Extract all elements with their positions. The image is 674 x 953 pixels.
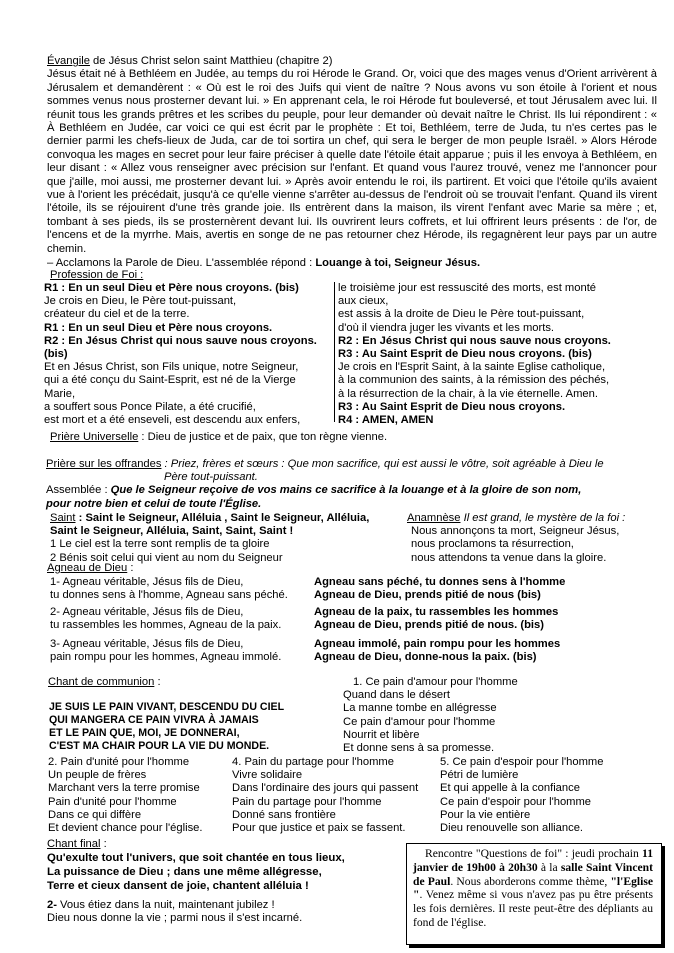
offerings-response-1: Que le Seigneur reçoive de vos mains ce sacrifice à la louange et à la gloire de son nom, <box>110 484 582 497</box>
anamnesis-title: Anamnèse <box>407 512 461 524</box>
credo-right-line: R3 : Au Saint Esprit de Dieu nous croyons. (bis) <box>338 348 592 361</box>
cv1-l4: Ce pain d'amour pour l'homme <box>343 715 496 728</box>
credo-left-line: R1 : En un seul Dieu et Père nous croyons. (bis) <box>44 282 299 294</box>
sanctus-line-4: 2 Bénis soit celui qui vient au nom du Seigneur <box>50 551 283 564</box>
cv2-l6: Et devient chance pour l'église. <box>48 822 203 835</box>
gospel-section <box>47 55 657 271</box>
sanctus-line-3: 1 Le ciel est la terre sont remplis de ta gloire <box>50 538 270 551</box>
announce-theme: "l'Eglise " <box>413 874 653 902</box>
final-verse-1: Vous étiez dans la nuit, maintenant jubilez ! <box>56 899 275 911</box>
cv2-l4: Pain d'unité pour l'homme <box>48 795 177 808</box>
offerings-response-2: pour notre bien et celui de toute l'Église. <box>46 497 262 510</box>
credo-right-line: à la communion des saints, à la rémission des péchés, <box>338 374 610 387</box>
credo-right-column <box>338 282 658 427</box>
sanctus-title: Saint <box>50 512 76 524</box>
cv1-l3: La manne tombe en allégresse <box>343 702 497 715</box>
universal-prayer-text: : Dieu de justice et de paix, que ton règne vienne. <box>138 431 388 443</box>
announce-p2: à la <box>537 860 561 874</box>
cv2-l2: Un peuple de frères <box>48 769 147 782</box>
communion-refrain <box>49 701 284 753</box>
communion-refrain-1: JE SUIS LE PAIN VIVANT, DESCENDU DU CIEL <box>49 701 285 713</box>
communion-refrain-3: ET LE PAIN QUE, MOI, JE DONNERAI, <box>49 727 240 739</box>
cv2-l1: 2. Pain d'unité pour l'homme <box>48 756 190 768</box>
credo-left-line: Je crois en Dieu, le Père tout-puissant, <box>44 295 237 308</box>
cv4-l4: Pain du partage pour l'homme <box>232 795 382 808</box>
anamnesis-line-2: nous proclamons ta résurrection, <box>411 538 574 551</box>
credo-right-line: le troisième jour est ressuscité des morts, est monté <box>338 282 597 294</box>
agnus-v2-r2: Agneau de Dieu, prends pitié de nous. (bis) <box>314 619 544 632</box>
credo-left-line: a souffert sous Ponce Pilate, a été crucifié, <box>44 400 256 413</box>
credo-title: Profession de Foi : <box>50 269 144 281</box>
cv1-l5: Nourrit et libère <box>343 728 420 741</box>
communion-refrain-4: C'EST MA CHAIR POUR LA VIE DU MONDE. <box>49 740 270 752</box>
announcement-text <box>413 847 653 930</box>
offerings-title: Prière sur les offrandes <box>46 458 162 470</box>
universal-prayer-title: Prière Universelle <box>50 431 139 443</box>
cv5-l5: Pour la vie entière <box>440 808 531 821</box>
communion-title: Chant de communion <box>48 676 155 688</box>
agnus-title: Agneau de Dieu <box>47 562 128 574</box>
credo-right-line: R3 : Au Saint Esprit de Dieu nous croyons. <box>338 400 566 413</box>
communion-heading <box>48 676 161 689</box>
agnus-v3-r2: Agneau de Dieu, donne-nous la paix. (bis) <box>314 651 537 664</box>
final-colon: : <box>100 838 107 850</box>
agnus-v1-r2: Agneau de Dieu, prends pitié de nous (bis) <box>314 589 541 602</box>
anamnesis-line-3: nous attendons ta venue dans la gloire. <box>411 551 607 564</box>
communion-verse-1 <box>343 676 518 755</box>
agnus-colon: : <box>127 562 134 574</box>
sanctus-line-2: Saint le Seigneur, Alléluia, Saint, Saint, Saint ! <box>50 525 294 538</box>
gospel-text: Jésus était né à Bethléem en Judée, au temps du roi Hérode le Grand. Or, voici que des mages venus d'Orient arrivèrent à Jérusalem et demandèrent : « Où est le roi des Juifs qui vient de naître ? Nous avons vu son étoile à l'orient et nous sommes venus nous prosterner devant lui. » En apprenant cela, le roi Hérode fut bouleversé, et tout Jérusalem avec lui. Il réunit tous les grands prêtres et les scribes du peuple, pour leur demander où devait naître le Christ. Ils lui répondirent : « À Bethléem en Judée, car voici ce qui est écrit par le prophète : Et toi, Bethléem, terre de Juda, tu n'es certes pas le dernier parmi les chefs-lieux de Juda, car de toi sortira un chef, qui sera le berger de mon peuple Israël. » Alors Hérode convoqua les mages en secret pour leur faire préciser à quelle date l'étoile était apparue ; puis il les envoya à Bethléem, en leur disant : « Allez vous renseigner avec précision sur l'enfant. Et quand vous l'aurez trouvé, venez me l'annoncer pour que j'aille, moi aussi, me prosterner devant lui. » Après avoir entendu le roi, ils partirent. Et voici que l'étoile qu'ils avaient vue à l'orient les précédait, jusqu'à ce qu'elle vienne s'arrêter au-dessus de l'endroit où se trouvait l'enfant. Quand ils virent l'étoile, ils se réjouirent d'une très grande joie. Ils entrèrent dans la maison, ils virent l'enfant avec Marie sa mère ; et, tombant à ses pieds, ils se prosternèrent devant lui. Ils ouvrirent leurs coffrets, et lui offrirent leurs présents : de l'or, de l'encens et de la myrrhe. Mais, avertis en songe de ne pas retourner chez Hérode, ils regagnèrent leur pays par un autre chemin. <box>47 68 657 255</box>
credo-right-line: R4 : AMEN, AMEN <box>338 414 434 427</box>
column-divider <box>334 282 335 422</box>
cv5-l3: Et qui appelle à la confiance <box>440 782 580 795</box>
communion-verse-5 <box>440 756 603 835</box>
credo-left-line: Et en Jésus Christ, son Fils unique, notre Seigneur, <box>44 361 299 374</box>
final-verse-num: 2- <box>47 899 57 911</box>
offerings-section <box>46 458 658 511</box>
cv5-l1: 5. Ce pain d'espoir pour l'homme <box>440 756 604 768</box>
cv4-l5: Donné sans frontière <box>232 808 336 821</box>
communion-refrain-2: QUI MANGERA CE PAIN VIVRA À JAMAIS <box>49 714 259 726</box>
communion-verse-2 <box>48 756 203 835</box>
anamnesis-line-1: Nous annonçons ta mort, Seigneur Jésus, <box>411 525 620 538</box>
cv1-l2: Quand dans le désert <box>343 689 450 702</box>
credo-left-line: (bis) <box>44 348 68 361</box>
acclamation-response: Louange à toi, Seigneur Jésus. <box>315 257 481 270</box>
announce-p3: . Nous aborderons comme thème, <box>450 874 611 888</box>
credo-right-line: R2 : En Jésus Christ qui nous sauve nous croyons. <box>338 334 611 347</box>
agnus-v2-l2: tu rassembles les hommes, Agneau de la paix. <box>50 619 282 632</box>
sanctus-line-1: : Saint le Seigneur, Alléluia , Saint le Seigneur, Alléluia, <box>75 512 370 524</box>
agnus-v1-l1: 1- Agneau véritable, Jésus fils de Dieu, <box>50 576 244 588</box>
announce-p4: . Venez même si vous n'avez pas pu être présents les fois dernières. Il reste peut-être des dépliants au fond de l'église. <box>413 888 653 929</box>
credo-right-line: à la résurrection de la chair, à la vie éternelle. Amen. <box>338 387 598 400</box>
cv2-l5: Dans ce qui diffère <box>48 808 142 821</box>
final-refrain-2: La puissance de Dieu ; dans une même allégresse, <box>47 866 322 878</box>
credo-left-line: R1 : En un seul Dieu et Père nous croyons. <box>44 321 273 334</box>
credo-left-line: Marie, <box>44 387 76 400</box>
cv5-l4: Ce pain d'espoir pour l'homme <box>440 795 592 808</box>
credo-left-line: créateur du ciel et de la terre. <box>44 308 190 321</box>
credo-left-line: qui a été conçu du Saint-Esprit, est né de la Vierge <box>44 374 296 387</box>
cv4-l1: 4. Pain du partage pour l'homme <box>232 756 394 768</box>
communion-verse-4 <box>232 756 418 835</box>
gospel-title-link: Évangile <box>47 55 90 67</box>
final-song-section <box>47 838 397 925</box>
cv4-l2: Vivre solidaire <box>232 769 303 782</box>
agnus-v3-l2: pain rompu pour les hommes, Agneau immolé. <box>50 651 282 664</box>
cv5-l2: Pétri de lumière <box>440 769 519 782</box>
agnus-v1-l2: tu donnes sens à l'homme, Agneau sans péché. <box>50 589 288 602</box>
final-verse-2: Dieu nous donne la vie ; parmi nous il s'est incarné. <box>47 912 303 925</box>
agnus-v2-l1: 2- Agneau véritable, Jésus fils de Dieu, <box>50 606 244 618</box>
cv1-l1: 1. Ce pain d'amour pour l'homme <box>353 676 518 688</box>
final-title: Chant final <box>47 838 101 850</box>
gospel-title: de Jésus Christ selon saint Matthieu (chapitre 2) <box>89 55 333 67</box>
agnus-v3-l1: 3- Agneau véritable, Jésus fils de Dieu, <box>50 638 244 650</box>
cv4-l6: Pour que justice et paix se fassent. <box>232 822 406 835</box>
announce-date: 11 janvier de 19h00 à 20h30 <box>413 847 653 874</box>
agnus-v1-r1: Agneau sans péché, tu donnes sens à l'homme <box>314 576 566 588</box>
communion-colon: : <box>154 676 161 688</box>
acclamation: – Acclamons la Parole de Dieu. L'assemblée répond : <box>47 257 316 270</box>
cv2-l3: Marchant vers la terre promise <box>48 782 200 795</box>
credo-left-line: est mort et a été enseveli, est descendu aux enfers, <box>44 414 301 427</box>
credo-left-column <box>44 282 334 427</box>
universal-prayer <box>50 431 387 444</box>
assembly-label: Assemblée : <box>46 484 111 497</box>
agnus-heading <box>47 562 133 575</box>
announce-p1: Rencontre "Questions de foi" : jeudi prochain <box>425 847 643 860</box>
final-refrain-3: Terre et cieux dansent de joie, chantent alléluia ! <box>47 880 309 892</box>
cv1-l6: Et donne sens à sa promesse. <box>343 742 495 755</box>
credo-right-line: est assis à la droite de Dieu le Père tout-puissant, <box>338 308 585 321</box>
credo-right-line: Je crois en l'Esprit Saint, à la sainte Eglise catholique, <box>338 361 606 374</box>
anamnesis-intro: Il est grand, le mystère de la foi : <box>460 512 626 524</box>
anamnesis-section <box>407 512 662 565</box>
offerings-text-2: Père tout-puissant. <box>164 471 258 484</box>
agnus-v3-r1: Agneau immolé, pain rompu pour les hommes <box>314 638 561 650</box>
credo-right-line: d'où il viendra juger les vivants et les morts. <box>338 321 555 334</box>
final-refrain-1: Qu'exulte tout l'univers, que soit chantée en tous lieux, <box>47 852 345 864</box>
credo-left-line: R2 : En Jésus Christ qui nous sauve nous croyons. <box>44 334 317 347</box>
offerings-text-1: : Priez, frères et sœurs : Que mon sacrifice, qui est aussi le vôtre, soit agréable à Dieu le <box>161 458 604 470</box>
cv5-l6: Dieu renouvelle son alliance. <box>440 822 584 835</box>
agnus-v2-r1: Agneau de la paix, tu rassembles les hommes <box>314 606 559 618</box>
cv4-l3: Dans l'ordinaire des jours qui passent <box>232 782 419 795</box>
sanctus-section <box>50 512 410 565</box>
announce-place: salle Saint Vincent de Paul <box>413 860 653 888</box>
credo-right-line: aux cieux, <box>338 295 389 308</box>
